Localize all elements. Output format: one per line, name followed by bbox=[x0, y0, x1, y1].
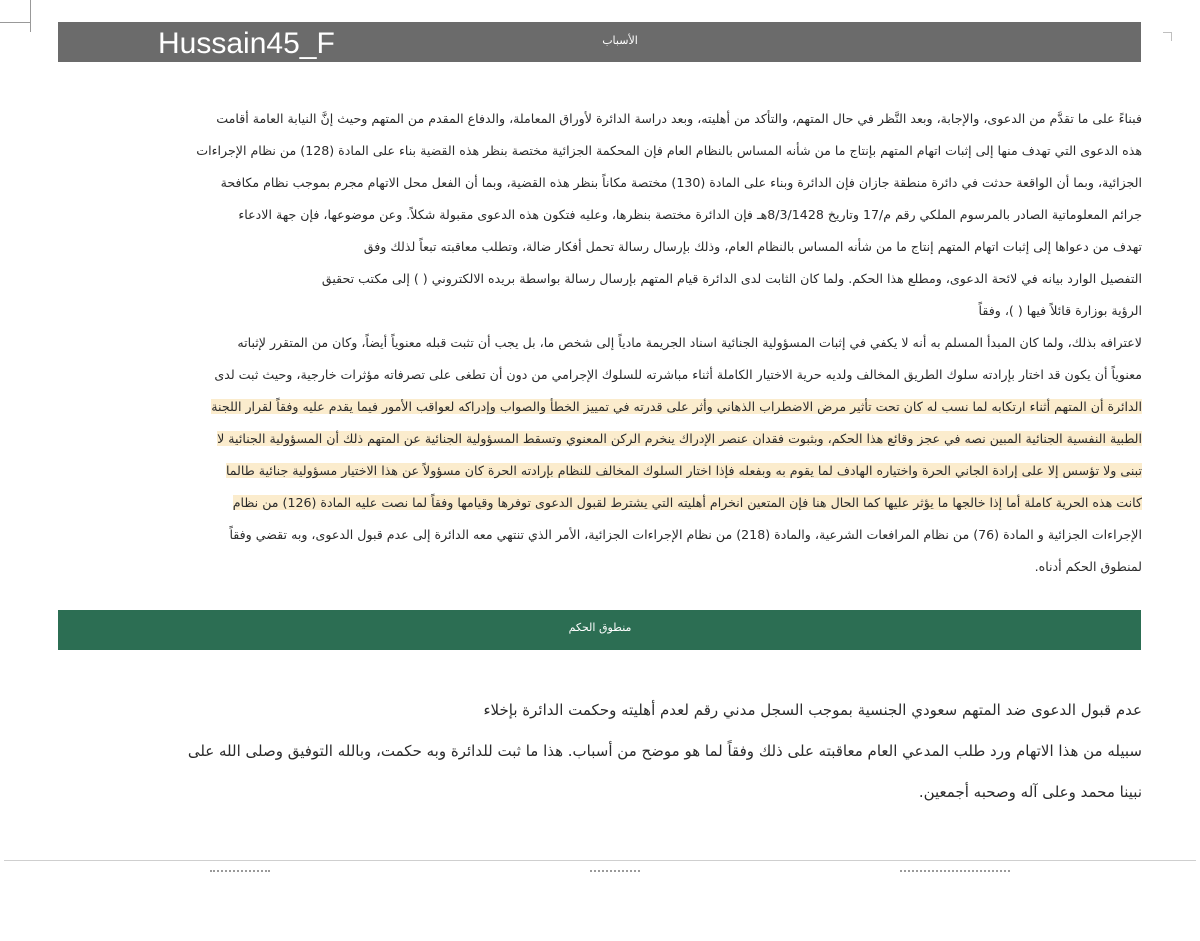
highlighted-text: الطبية النفسية الجنائية المبين نصه في عجز وقائع هذا الحكم، وبثبوت فقدان عنصر الإدراك ينخرم الركن المعنوي وتسقط المسؤولية الجنائية عن المتهم ذلك أن المسؤولية الجنائية لا bbox=[217, 431, 1142, 446]
signature-fragment bbox=[210, 870, 270, 878]
highlighted-text: الدائرة أن المتهم أثناء ارتكابه لما نسب له كان تحت تأثير مرض الاضطراب الذهاني وأثر على قدرته في تمييز الخطأ والصواب وإدراكه لعواقب الأمور فيما يقدم عليه وفقاً لقرار اللجنة bbox=[211, 399, 1142, 414]
reasons-paragraph-line: الرؤية بوزارة قائلاً فيها ( )، وفقاً bbox=[978, 303, 1142, 318]
footer-divider bbox=[4, 860, 1196, 861]
reasons-paragraph-line bbox=[60, 423, 1142, 455]
verdict-section-title: منطوق الحكم bbox=[568, 621, 632, 634]
watermark-username: Hussain45_F bbox=[158, 27, 335, 60]
crop-edge-horizontal bbox=[0, 22, 30, 23]
verdict-text-block bbox=[58, 690, 1142, 813]
reasons-paragraph-line: الإجراءات الجزائية و المادة (76) من نظام المرافعات الشرعية، والمادة (218) من نظام الإجراءات الجزائية، الأمر الذي تنتهي معه الدائرة إلى عدم قبول الدعوى، وبه تقضي وفقاً bbox=[229, 527, 1142, 542]
reasons-paragraph-line bbox=[60, 455, 1142, 487]
reasons-paragraph-line: لمنطوق الحكم أدناه. bbox=[1034, 559, 1142, 574]
verdict-paragraph-line: عدم قبول الدعوى ضد المتهم سعودي الجنسية بموجب السجل مدني رقم لعدم أهليته وحكمت الدائرة بإخلاء bbox=[483, 701, 1142, 719]
verdict-paragraph-line: نبينا محمد وعلى آله وصحبه أجمعين. bbox=[918, 783, 1142, 801]
highlighted-text: كانت هذه الحرية كاملة أما إذا خالجها ما يؤثر عليها كما الحال هنا فإن المتعين انخرام أهليته التي يشترط لقبول الدعوى توفرها وقيامها وفقاً لما نصت عليه المادة (126) من نظام bbox=[232, 495, 1142, 510]
reasons-paragraph-line bbox=[60, 391, 1142, 423]
signature-fragment bbox=[900, 870, 1010, 878]
reasons-paragraph-line: هذه الدعوى التي تهدف منها إلى إثبات اتهام المتهم بإنتاج ما من شأنه المساس بالنظام العام فإن المحكمة الجزائية مختصة بنظر هذه القضية بناء على المادة (128) من نظام الإجراءات bbox=[196, 143, 1142, 158]
reasons-paragraph-line: فبناءً على ما تقدَّم من الدعوى، والإجابة، وبعد النَّظر في حال المتهم، والتأكد من أهليته، وبعد دراسة الدائرة لأوراق المعاملة، والدفاع المقدم من المتهم وحيث إنَّ النيابة العامة أقامت bbox=[216, 111, 1142, 126]
reasons-paragraph-line: تهدف من دعواها إلى إثبات اتهام المتهم إنتاج ما من شأنه المساس بالنظام العام، وذلك بإرسال رسالة تحمل أفكار ضالة، وتطلب معاقبته تبعاً لذلك وفق bbox=[363, 239, 1142, 254]
crop-edge-vertical bbox=[30, 0, 31, 32]
reasons-text-block bbox=[60, 103, 1142, 583]
crop-corner-mark bbox=[1163, 32, 1172, 41]
cut-off-signature-row bbox=[0, 870, 1200, 880]
reasons-paragraph-line: معنوياً أن يكون قد اختار بإرادته سلوك الطريق المخالف ولديه حرية الاختيار الكاملة أثناء مباشرته للسلوك الإجرامي من دون أن تطغى على تصرفاته مؤثرات خارجية، وحيث ثبت لدى bbox=[214, 367, 1142, 382]
reasons-paragraph-line: جرائم المعلوماتية الصادر بالمرسوم الملكي رقم م/17 وتاريخ 8/3/1428هـ فإن الدائرة مختصة بنظرها، وعليه فتكون هذه الدعوى مقبولة شكلاً. وعن موضوعها، فإن جهة الادعاء bbox=[238, 207, 1142, 222]
signature-fragment bbox=[590, 870, 640, 878]
reasons-paragraph-line: الجزائية، وبما أن الواقعة حدثت في دائرة منطقة جازان فإن الدائرة وبناء على المادة (130) مختصة مكاناً بنظر هذه القضية، وبما أن الفعل محل الاتهام مجرم بموجب نظام مكافحة bbox=[220, 175, 1142, 190]
reasons-paragraph-line: لاعترافه بذلك، ولما كان المبدأ المسلم به أنه لا يكفي في إثبات المسؤولية الجنائية اسناد الجريمة مادياً إلى شخص ما، بل يجب أن تثبت قبله معنوياً أيضاً، وكان من المتقرر لإثباته bbox=[237, 335, 1142, 350]
highlighted-text: تبنى ولا تؤسس إلا على إرادة الجاني الحرة واختياره الهادف لما يقوم به وبفعله فإذا اختار السلوك المخالف للنظام بإرادته الحرة كان مسؤولاً عن هذا الاختيار مسؤولية جنائية طالما bbox=[225, 463, 1142, 478]
reasons-section-title: الأسباب bbox=[602, 34, 638, 47]
reasons-paragraph-line: التفصيل الوارد بيانه في لائحة الدعوى، ومطلع هذا الحكم. ولما كان الثابت لدى الدائرة قيام المتهم بإرسال رسالة بواسطة بريده الالكتروني ( ) إلى مكتب تحقيق bbox=[321, 271, 1142, 286]
reasons-paragraph-line bbox=[60, 487, 1142, 519]
verdict-paragraph-line: سبيله من هذا الاتهام ورد طلب المدعي العام معاقبته على ذلك وفقاً لما هو موضح من أسباب. هذا ما ثبت للدائرة وبه حكمت، وبالله التوفيق وصلى الله على bbox=[187, 742, 1142, 760]
